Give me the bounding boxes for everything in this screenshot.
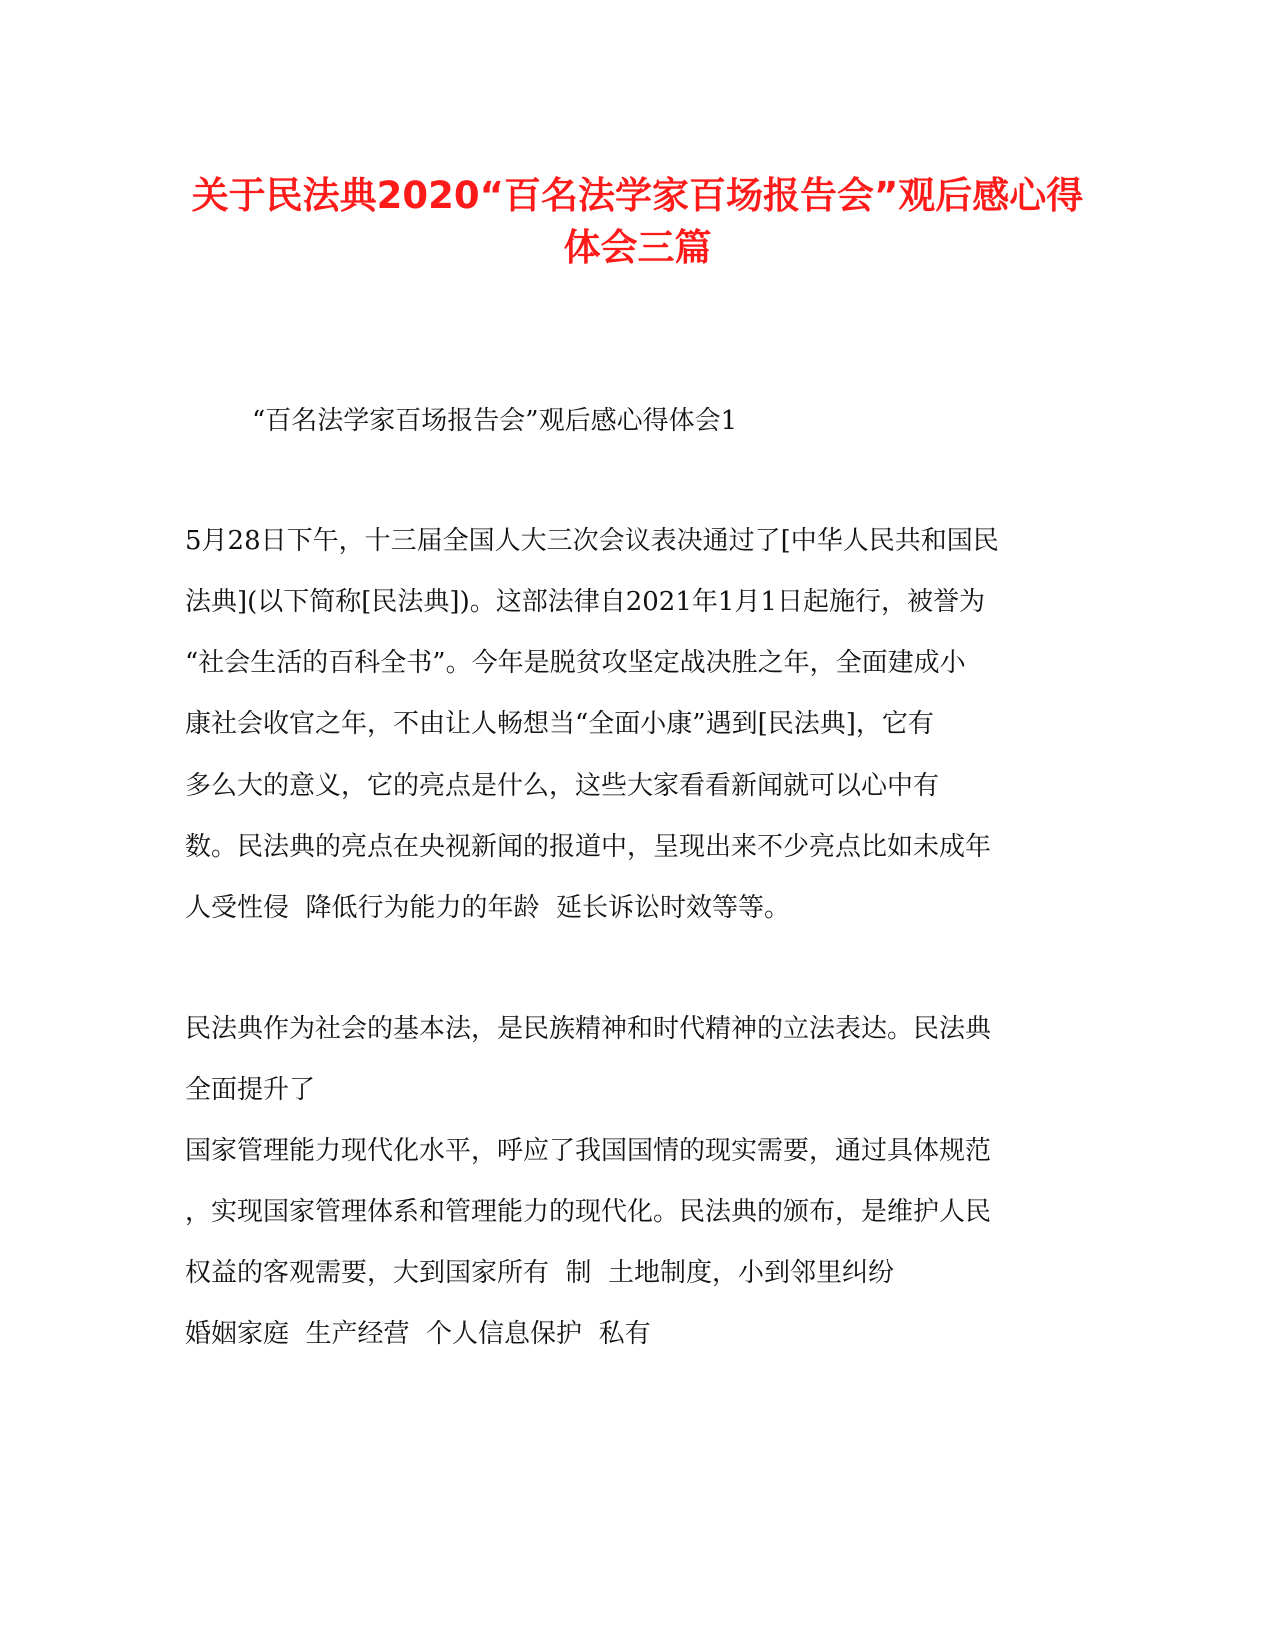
section-heading: “百名法学家百场报告会”观后感心得体会1 [252, 406, 738, 436]
paragraph-2-line-4: ，实现国家管理体系和管理能力的现代化。民法典的颁布，是维护人民 [185, 1197, 992, 1227]
paragraph-2-line-2: 全面提升了 [185, 1075, 316, 1105]
paragraph-1-line-4: 康社会收官之年，不由让人畅想当“全面小康”遇到[民法典]，它有 [185, 709, 934, 739]
paragraph-1-line-3: “社会生活的百科全书”。今年是脱贫攻坚定战决胜之年，全面建成小 [185, 648, 966, 678]
paragraph-2-line-3: 国家管理能力现代化水平，呼应了我国国情的现实需要，通过具体规范 [185, 1136, 992, 1166]
paragraph-1-line-7: 人受性侵 降低行为能力的年龄 延长诉讼时效等等。 [185, 893, 791, 923]
paragraph-1-line-1: 5月28日下午，十三届全国人大三次会议表决通过了[中华人民共和国民 [185, 526, 999, 556]
document-title-line-2: 体会三篇 [563, 226, 712, 269]
paragraph-2-line-6: 婚姻家庭 生产经营 个人信息保护 私有 [185, 1319, 651, 1349]
paragraph-2-line-5: 权益的客观需要，大到国家所有 制 土地制度，小到邻里纠纷 [185, 1258, 895, 1288]
paragraph-1-line-6: 数。民法典的亮点在央视新闻的报道中，呈现出来不少亮点比如未成年 [185, 832, 992, 862]
paragraph-1-line-5: 多么大的意义，它的亮点是什么，这些大家看看新闻就可以心中有 [185, 771, 940, 801]
paragraph-1-line-2: 法典](以下简称[民法典])。这部法律自2021年1月1日起施行，被誉为 [185, 587, 985, 617]
document-title-line-1: 关于民法典2020“百名法学家百场报告会”观后感心得 [191, 174, 1084, 217]
paragraph-2-line-1: 民法典作为社会的基本法，是民族精神和时代精神的立法表达。民法典 [185, 1014, 992, 1044]
